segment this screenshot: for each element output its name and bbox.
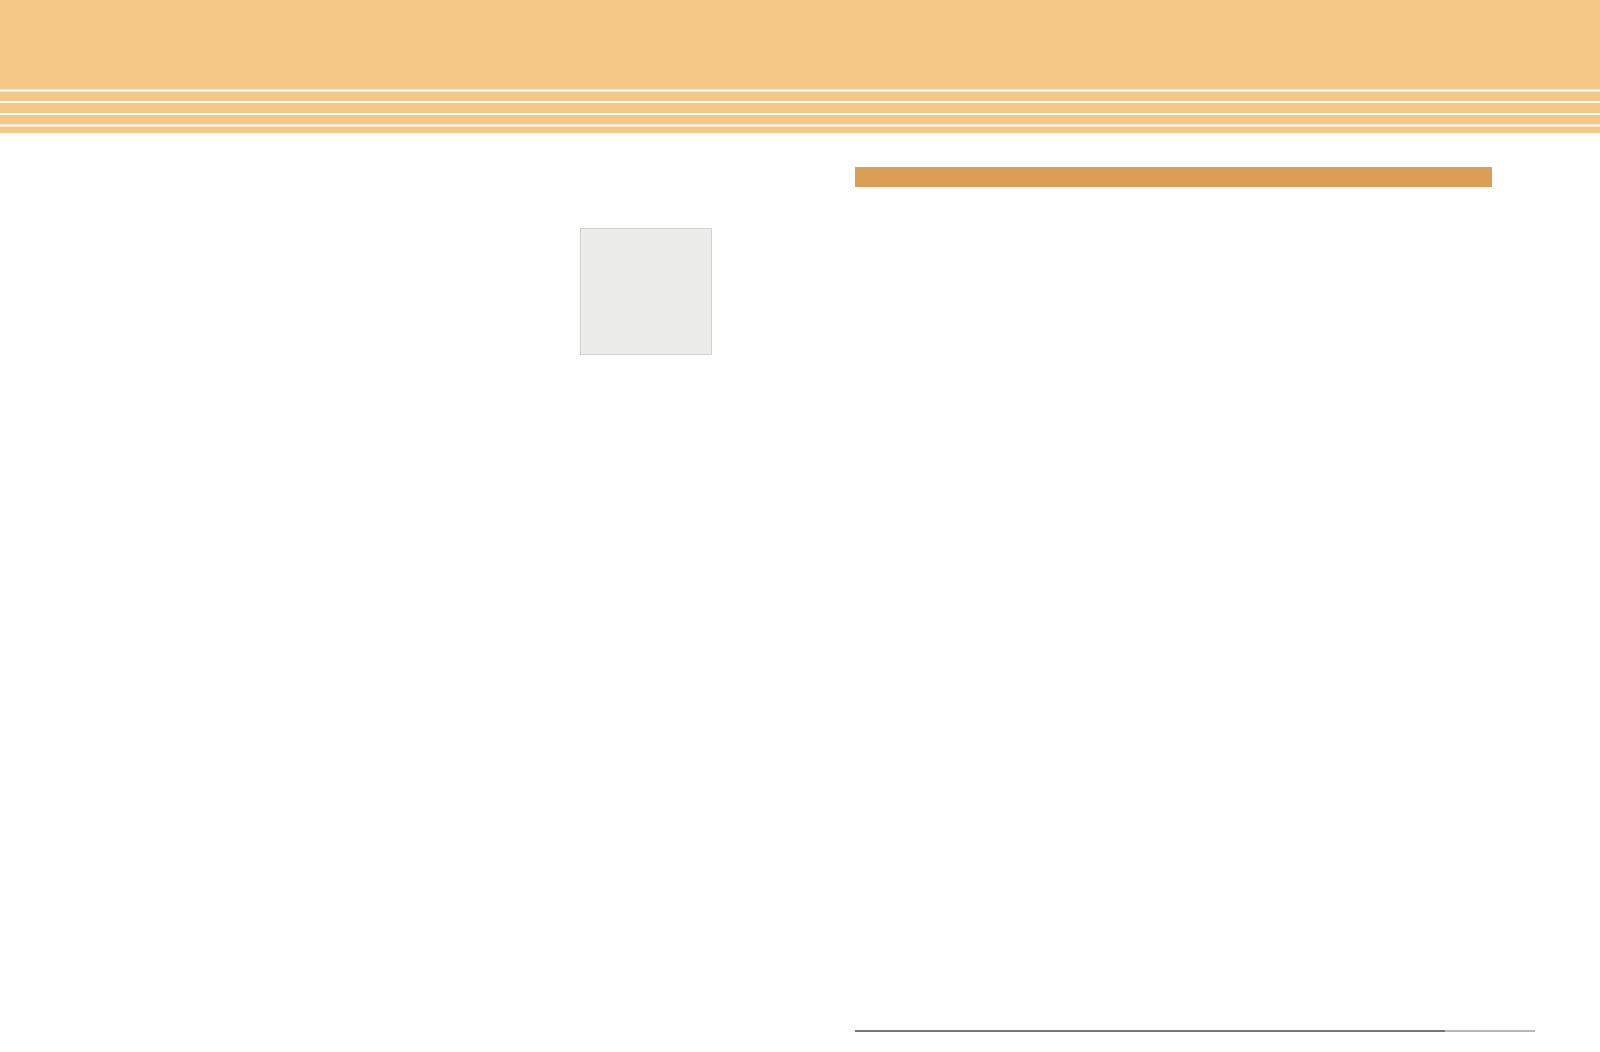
accessory-table-header: [855, 167, 1492, 187]
footer-rule-dark: [855, 1030, 1445, 1032]
accessory-table: [855, 167, 1492, 187]
header-stripe-band: [0, 80, 1600, 133]
header-band: [0, 0, 1600, 80]
breaker-image-mms-63hi: [388, 206, 468, 345]
breaker-image-mms-100hi: [472, 185, 562, 345]
circuit-diagram: [580, 228, 712, 355]
footer-rule-light: [1445, 1030, 1535, 1032]
breaker-image-mms-32hi: [303, 232, 375, 345]
